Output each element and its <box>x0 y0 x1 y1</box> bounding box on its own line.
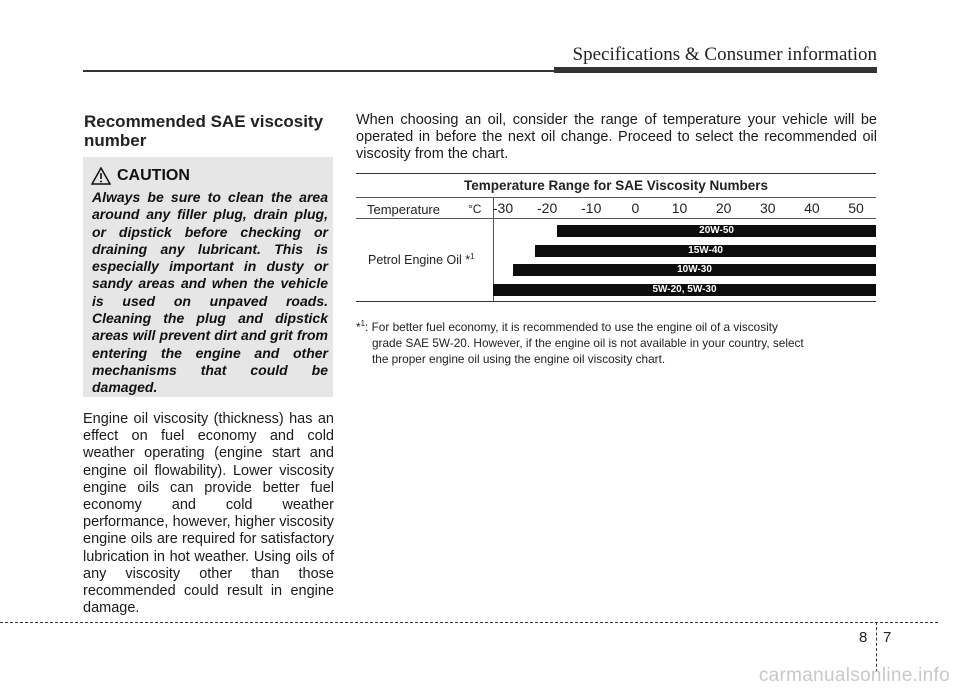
axis-tick-label: -30 <box>492 200 514 216</box>
axis-tick-label: 40 <box>804 200 820 216</box>
axis-tick-label: 30 <box>759 200 776 216</box>
axis-tick-label: 20 <box>715 200 732 216</box>
footnote <box>356 316 877 367</box>
viscosity-bar-label: 10W-30 <box>677 264 712 275</box>
axis-tick-label: -10 <box>581 200 602 216</box>
page-rule-dashed <box>0 622 938 623</box>
unit-label: °C <box>468 202 482 216</box>
page-number-chapter: 8 <box>859 629 868 646</box>
header-rule-thick <box>554 67 877 73</box>
chart-rule-top <box>356 197 876 198</box>
footnote-line3: the proper engine oil using the engine oil viscosity chart. <box>372 351 666 366</box>
viscosity-bar-label: 15W-40 <box>688 244 723 256</box>
body-paragraph: Engine oil viscosity (thickness) has an effect on fuel economy and cold weather operating (engine start and engine oil flowability). Lower viscosity engine oils can provide better fuel economy and cold weather performance, however, higher viscosity engine oils are required for satisfactory lubrication in hot weather. Using oils of any viscosity other than those recommended could result in engine damage. <box>83 411 334 617</box>
row-label-text: Petrol Engine Oil * <box>368 253 471 268</box>
footnote-text-1: : For better fuel economy, it is recommended to use the engine oil of a viscosity <box>365 319 778 334</box>
viscosity-bar-label: 5W-20, 5W-30 <box>652 283 717 295</box>
petrol-engine-oil-label <box>368 252 475 267</box>
axis-tick-label: 50 <box>848 200 864 216</box>
chart-title: Temperature Range for SAE Viscosity Numbers <box>463 178 769 193</box>
axis-tick-label: 0 <box>631 200 640 216</box>
caution-title: CAUTION <box>117 167 190 184</box>
row-label-superscript: 1 <box>470 252 475 261</box>
viscosity-chart <box>356 173 876 302</box>
caution-box <box>83 157 333 397</box>
footnote-line2: grade SAE 5W-20. However, if the engine oil is not available in your country, select <box>372 335 804 350</box>
page-number-page: 7 <box>883 629 892 646</box>
warning-triangle-icon <box>91 167 111 185</box>
axis-tick-label: -20 <box>537 200 558 216</box>
header-rule-thin <box>83 70 574 72</box>
caution-text: Always be sure to clean the area around any filler plug, drain plug, or dipstick before checking or draining any lubricant. This is especially important in dusty or sandy areas and when the vehicle is used on unpaved roads. Cleaning the plug and dipstick areas will prevent dirt and grit from entering the engine and other mechanisms that could be damaged. <box>92 189 328 396</box>
section-heading: Recommended SAE viscosity number <box>84 112 324 150</box>
header-section-title: Specifications & Consumer information <box>572 44 877 65</box>
intro-paragraph: When choosing an oil, consider the range of temperature your vehicle will be operated in before the next oil change. Proceed to select the recommended oil viscosity from the chart. <box>356 112 877 163</box>
temperature-row-label: Temperature <box>367 202 440 217</box>
footnote-line1 <box>356 316 877 335</box>
watermark-text: carmanualsonline.info <box>758 665 950 686</box>
footnote-marker: * <box>356 319 361 334</box>
axis-tick-label: 10 <box>671 200 688 216</box>
viscosity-bar-label: 20W-50 <box>699 225 735 236</box>
caution-title-row <box>91 167 190 185</box>
footnote-superscript: 1 <box>360 319 366 328</box>
chart-rule-mid <box>356 218 876 219</box>
